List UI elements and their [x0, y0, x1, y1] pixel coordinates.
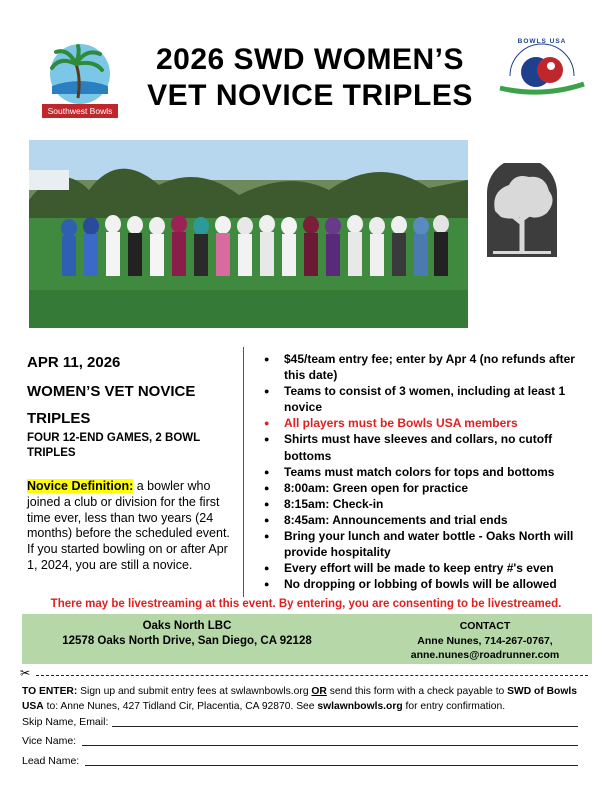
entry-text-part: to: Anne Nunes, 427 Tidland Cir, Placentia, CA 92870. See: [43, 701, 318, 712]
entry-lead: TO ENTER:: [22, 686, 78, 697]
entry-instructions: [22, 684, 592, 714]
skip-field[interactable]: [112, 716, 578, 727]
list-item: ● Teams must match colors for tops and bottoms: [262, 464, 592, 480]
list-item: ● $45/team entry fee; enter by Apr 4 (no refunds after this date): [262, 351, 592, 383]
contact-heading: CONTACT: [459, 620, 511, 632]
novice-definition-label: Novice Definition:: [27, 479, 134, 493]
lead-field-label: Lead Name:: [22, 755, 80, 767]
entry-or: OR: [311, 686, 327, 697]
livestream-notice: There may be livestreaming at this event. By entering, you are consenting to be livestreamed.: [50, 598, 562, 610]
list-item: ● 8:45am: Announcements and trial ends: [262, 512, 592, 528]
entry-site-link[interactable]: swlawnbowls.org: [317, 701, 403, 712]
list-item: ● 8:15am: Check-in: [262, 496, 592, 512]
list-item: ● Shirts must have sleeves and collars, no cutoff bottoms: [262, 431, 592, 463]
entry-text-part: Sign up and submit entry fees at swlawnbowls.org: [77, 686, 312, 697]
page-title: [130, 42, 490, 114]
group-photo: [29, 140, 468, 328]
skip-field-label: Skip Name, Email:: [22, 716, 109, 728]
novice-definition-text: a bowler who joined a club or division for the first time ever, less than two years (24 months) before the scheduled event. If you started bowling on or after Apr 1, 2024, you are still a novice.: [27, 479, 230, 572]
contact-name-phone: Anne Nunes, 714-267-0767,: [417, 635, 553, 647]
vice-field[interactable]: [82, 735, 578, 746]
venue-name: Oaks North LBC: [142, 620, 232, 632]
bowls-usa-logo: [496, 36, 588, 98]
venue-address: 12578 Oaks North Drive, San Diego, CA 92128: [62, 635, 312, 647]
column-divider: [243, 347, 244, 597]
event-details-list: [262, 351, 592, 592]
lead-field[interactable]: [85, 755, 578, 766]
contact-email[interactable]: anne.nunes@roadrunner.com: [410, 649, 560, 661]
title-line-2: VET NOVICE TRIPLES: [147, 79, 473, 112]
title-line-1: 2026 SWD WOMEN’S: [155, 43, 465, 76]
scissors-icon: ✂: [20, 666, 31, 680]
list-item: ● Every effort will be made to keep entry #'s even: [262, 560, 592, 576]
list-item: ● All players must be Bowls USA members: [262, 415, 592, 431]
list-item: ● 8:00am: Green open for practice: [262, 480, 592, 496]
event-date: APR 11, 2026: [27, 354, 121, 371]
list-item: ● No dropping or lobbing of bowls will be allowed: [262, 576, 592, 592]
entry-payee: SWD of Bowls USA: [22, 686, 577, 712]
entry-text-part: for entry confirmation.: [402, 701, 506, 712]
cut-line: [36, 675, 588, 676]
oaks-north-logo: [481, 163, 563, 261]
entry-text-part: send this form with a check payable to: [326, 686, 508, 697]
list-item: ● Teams to consist of 3 women, including at least 1 novice: [262, 383, 592, 415]
novice-definition: [27, 479, 237, 574]
vice-field-label: Vice Name:: [22, 735, 77, 747]
southwest-bowls-logo-text: Southwest Bowls: [47, 106, 113, 116]
list-item: ● Bring your lunch and water bottle - Oaks North will provide hospitality: [262, 528, 592, 560]
southwest-bowls-logo: [38, 38, 122, 122]
bowls-usa-logo-text: BOWLS USA: [517, 38, 567, 45]
event-name: WOMEN’S VET NOVICE TRIPLES: [27, 383, 196, 427]
event-format: FOUR 12-END GAMES, 2 BOWL TRIPLES: [27, 432, 200, 459]
